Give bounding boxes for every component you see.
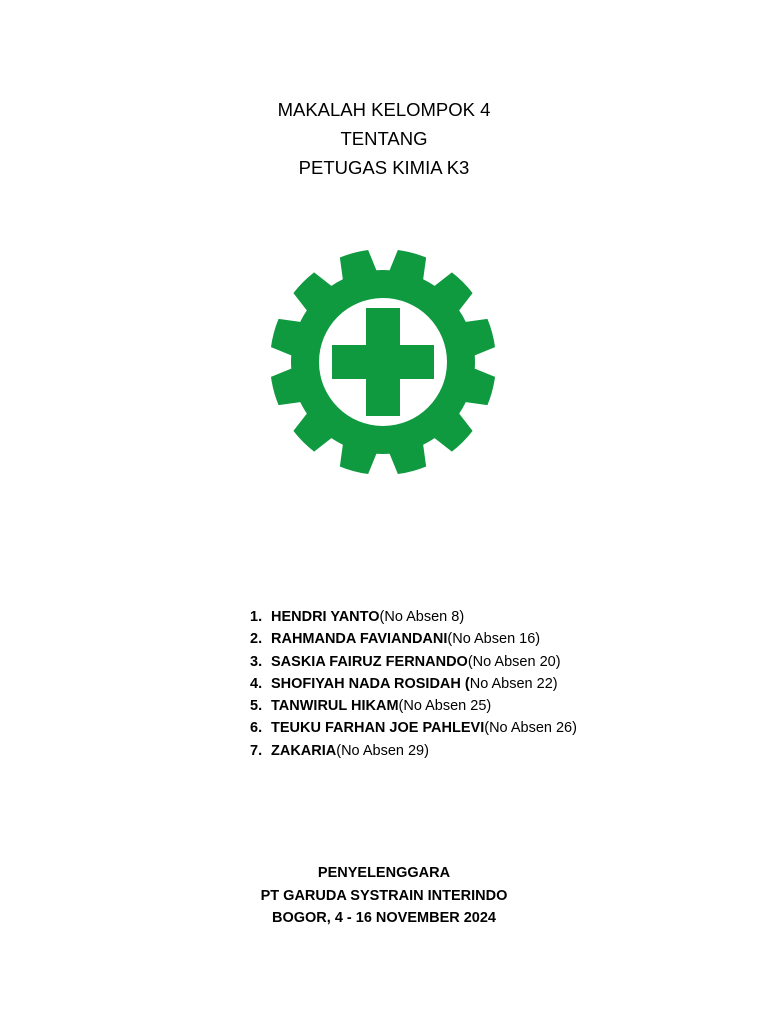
title-line-3: PETUGAS KIMIA K3 (298, 157, 470, 178)
title-line-2: TENTANG (340, 128, 428, 149)
member-number: 2. (250, 631, 263, 648)
organizer-name: PT GARUDA SYSTRAIN INTERINDO (260, 887, 508, 904)
member-absen: (No Absen 16) (447, 631, 541, 648)
member-number: 5. (250, 698, 263, 715)
list-item (250, 740, 670, 762)
member-absen: (No Absen 25) (398, 698, 492, 715)
list-item (250, 673, 670, 695)
title-line-1: MAKALAH KELOMPOK 4 (277, 99, 491, 120)
member-absen: No Absen 22) (469, 675, 558, 692)
member-absen: (No Absen 8) (379, 609, 465, 625)
member-number: 6. (250, 720, 263, 737)
member-absen: (No Absen 20) (467, 653, 561, 670)
list-item (250, 717, 670, 739)
cross-shape (332, 308, 434, 416)
event-date: BOGOR, 4 - 16 NOVEMBER 2024 (271, 910, 496, 926)
k3-gear-cross-icon (268, 246, 498, 478)
organizer-block (0, 862, 768, 930)
member-name: SHOFIYAH NADA ROSIDAH ( (271, 675, 470, 692)
member-number: 7. (250, 742, 263, 759)
member-absen: (No Absen 29) (336, 742, 429, 759)
member-list (250, 606, 670, 762)
member-number: 3. (250, 653, 263, 670)
member-name: RAHMANDA FAVIANDANI (271, 631, 448, 648)
list-item (250, 628, 670, 650)
member-number: 1. (250, 609, 263, 625)
list-item (250, 606, 670, 628)
document-title (0, 95, 768, 182)
member-name: TEUKU FARHAN JOE PAHLEVI (271, 720, 485, 737)
member-number: 4. (250, 675, 263, 692)
organizer-label: PENYELENGGARA (317, 865, 451, 881)
member-name: ZAKARIA (271, 742, 337, 759)
list-item (250, 695, 670, 717)
member-name: SASKIA FAIRUZ FERNANDO (271, 653, 468, 670)
member-absen: (No Absen 26) (484, 720, 577, 737)
member-name: TANWIRUL HIKAM (271, 698, 399, 715)
member-name: HENDRI YANTO (271, 609, 380, 625)
list-item (250, 651, 670, 673)
